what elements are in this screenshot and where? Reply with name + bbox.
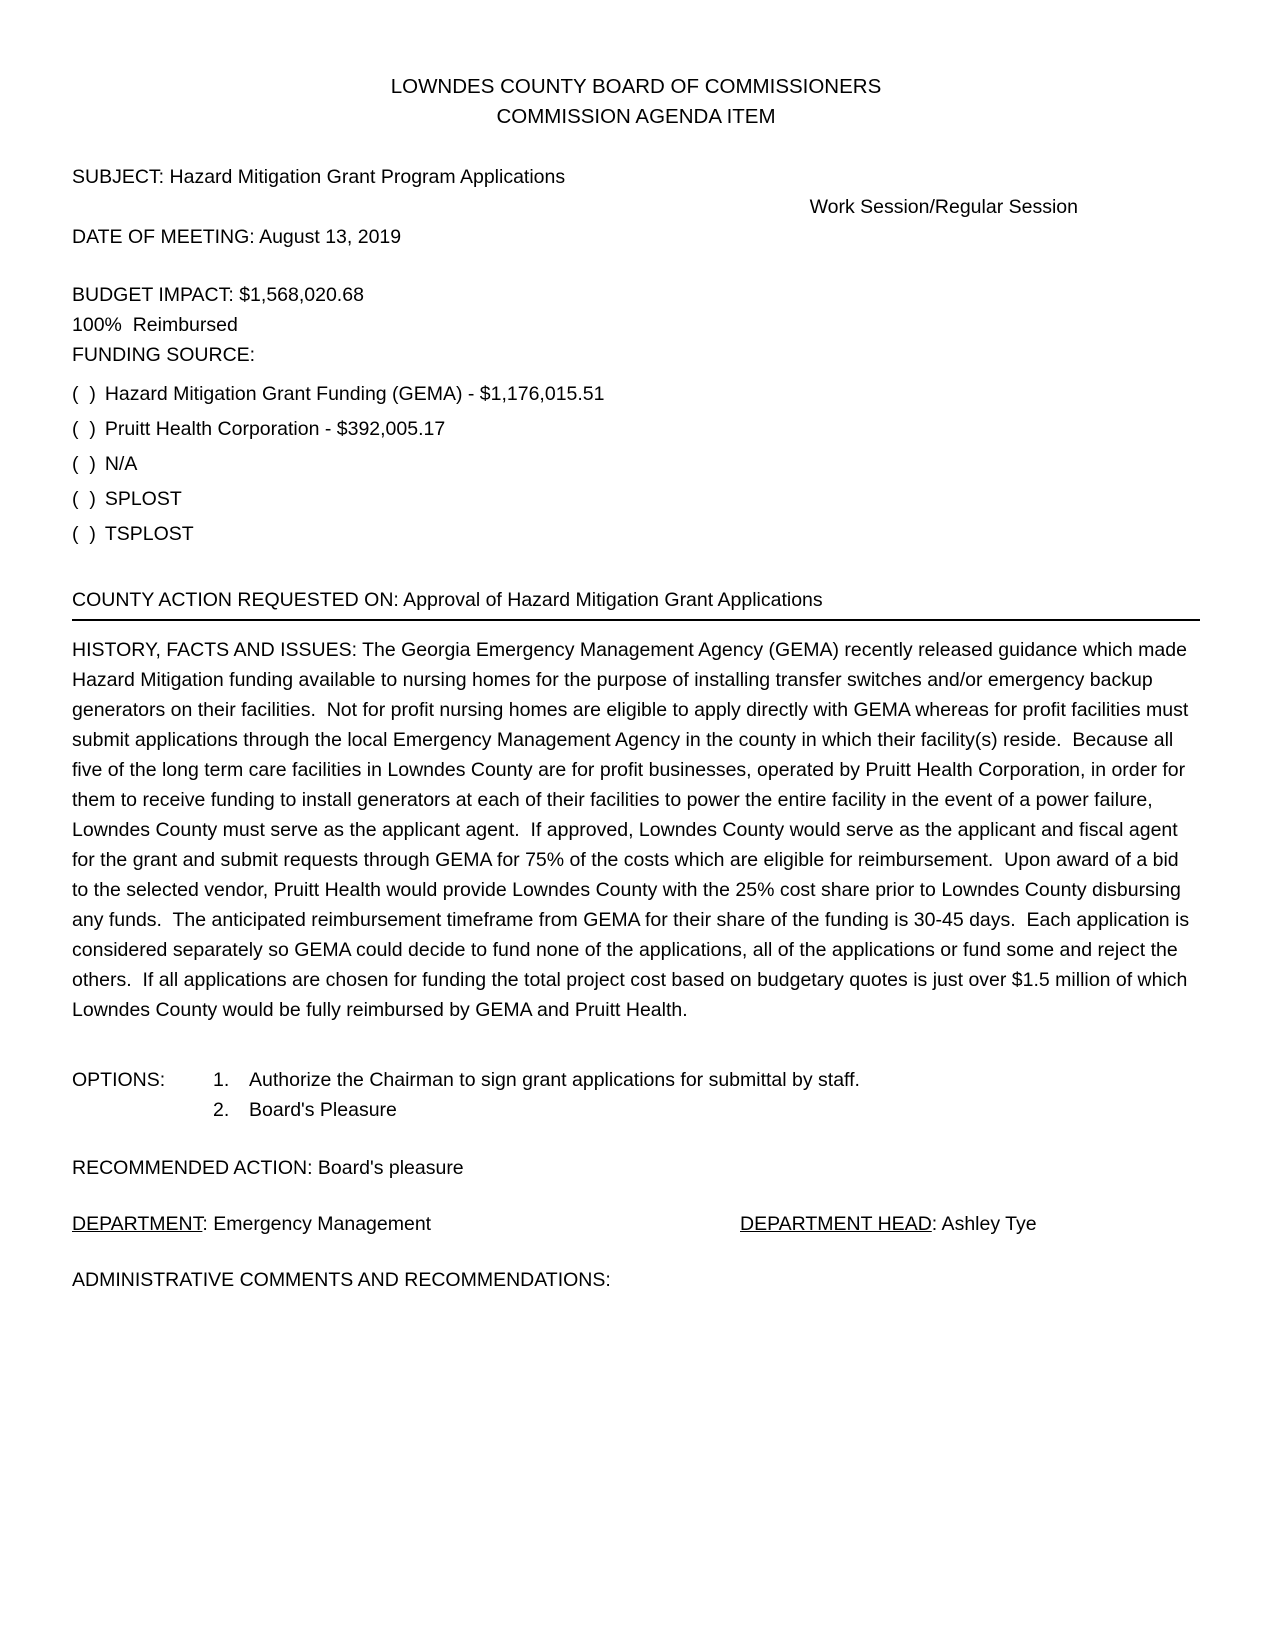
history-facts-paragraph: HISTORY, FACTS AND ISSUES: The Georgia Emergency Management Agency (GEMA) recently released guidance which made Hazard Mitigation funding available to nursing homes for the purpose of installing transfer switches and/or emergency backup generators on their facilities. Not for profit nursing homes are eligible to apply directly with GEMA whereas for profit facilities must submit applications through the local Emergency Management Agency in the county in which their facility(s) reside. Because all five of the long term care facilities in Lowndes County are for profit businesses, operated by Pruitt Health Corporation, in order for them to receive funding to install generators at each of their facilities to power the entire facility in the event of a power failure, Lowndes County must serve as the applicant agent. If approved, Lowndes County would serve as the applicant and fiscal agent for the grant and submit requests through GEMA for 75% of the costs which are eligible for reimbursement. Upon award of a bid to the selected vendor, Pruitt Health would provide Lowndes County with the 25% cost share prior to Lowndes County disbursing any funds. The anticipated reimbursement timeframe from GEMA for their share of the funding is 30-45 days. Each application is considered separately so GEMA could decide to fund none of the applications, all of the applications or fund some and reject the others. If all applications are chosen for funding the total project cost based on budgetary quotes is just over $1.5 million of which Lowndes County would be fully reimbursed by GEMA and Pruitt Health. <box>72 639 1195 1021</box>
department-value: : Emergency Management <box>202 1213 432 1235</box>
option-number: 1. <box>213 1069 230 1091</box>
option-text: Board's Pleasure <box>249 1099 397 1121</box>
funding-source-label: FUNDING SOURCE: <box>72 344 256 366</box>
funding-option-tsplost <box>72 516 1200 551</box>
funding-option-label: SPLOST <box>104 487 182 510</box>
funding-option-na <box>72 446 1200 481</box>
option-number: 2. <box>213 1099 230 1121</box>
checkbox-empty-icon: ( ) <box>72 522 96 545</box>
department-head-field <box>740 1213 1037 1235</box>
department-row <box>72 1209 1200 1239</box>
checkbox-empty-icon: ( ) <box>72 452 96 475</box>
checkbox-empty-icon: ( ) <box>72 382 96 405</box>
funding-option-label: Pruitt Health Corporation - $392,005.17 <box>104 417 446 440</box>
funding-option-label: Hazard Mitigation Grant Funding (GEMA) - $1,176,015.51 <box>104 382 605 405</box>
agenda-item-subtitle: COMMISSION AGENDA ITEM <box>496 105 776 128</box>
department-label: DEPARTMENT <box>72 1213 203 1235</box>
funding-option-label: N/A <box>104 452 138 475</box>
funding-option-pruitt <box>72 411 1200 446</box>
funding-option-splost <box>72 481 1200 516</box>
checkbox-empty-icon: ( ) <box>72 417 96 440</box>
recommended-action-line: RECOMMENDED ACTION: Board's pleasure <box>72 1157 464 1179</box>
funding-option-label: TSPLOST <box>104 522 194 545</box>
document-header <box>72 72 1200 132</box>
department-head-value: : Ashley Tye <box>931 1213 1037 1235</box>
budget-block <box>72 280 1200 370</box>
options-label: OPTIONS: <box>72 1069 166 1091</box>
funding-options-list <box>72 376 1200 551</box>
reimbursed-line: 100% Reimbursed <box>72 314 238 336</box>
subject-line: SUBJECT: Hazard Mitigation Grant Program Applications <box>72 166 566 188</box>
session-type-line: Work Session/Regular Session <box>809 196 1078 218</box>
department-head-label: DEPARTMENT HEAD <box>740 1213 932 1235</box>
options-list <box>213 1065 1200 1125</box>
board-title: LOWNDES COUNTY BOARD OF COMMISSIONERS <box>390 75 882 98</box>
department-field <box>72 1209 740 1239</box>
option-item-1 <box>213 1065 1200 1095</box>
meeting-date-line: DATE OF MEETING: August 13, 2019 <box>72 226 402 248</box>
funding-option-gema <box>72 376 1200 411</box>
checkbox-empty-icon: ( ) <box>72 487 96 510</box>
option-text: Authorize the Chairman to sign grant applications for submittal by staff. <box>249 1069 860 1091</box>
option-item-2 <box>213 1095 1200 1125</box>
options-block <box>72 1065 1200 1125</box>
budget-impact-line: BUDGET IMPACT: $1,568,020.68 <box>72 284 364 306</box>
admin-comments-heading: ADMINISTRATIVE COMMENTS AND RECOMMENDATIONS: <box>72 1269 611 1291</box>
county-action-heading: COUNTY ACTION REQUESTED ON: Approval of Hazard Mitigation Grant Applications <box>72 585 1200 621</box>
